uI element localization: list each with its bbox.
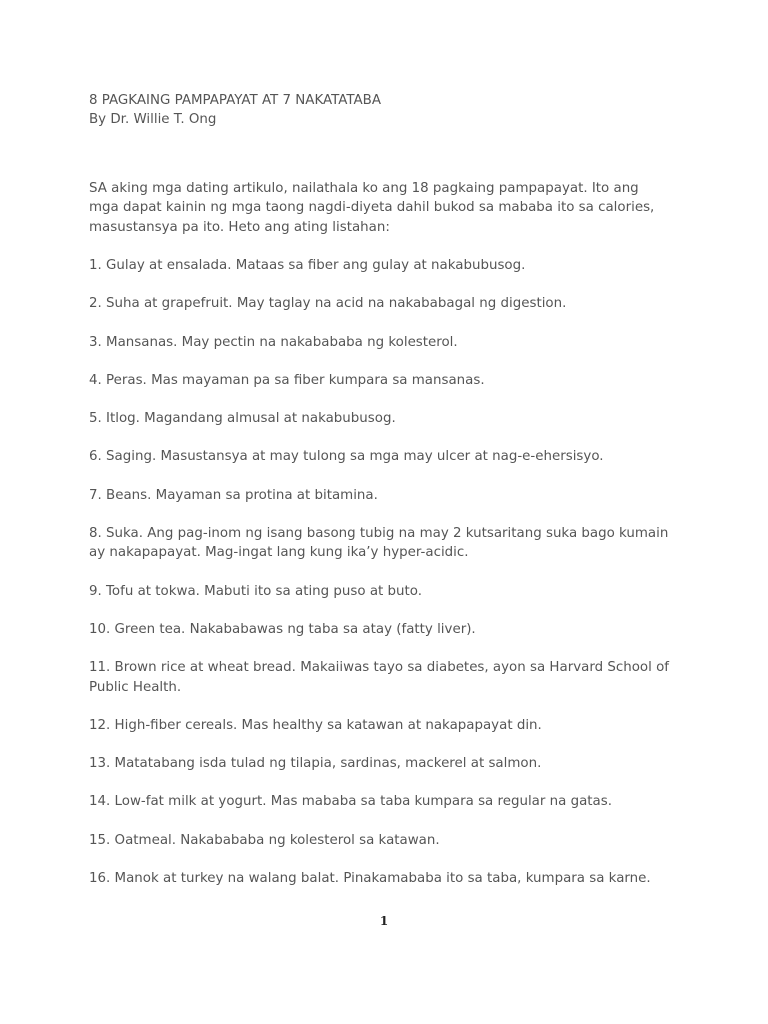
page-number: 1	[379, 914, 389, 928]
list-item: 16. Manok at turkey na walang balat. Pinakamababa ito sa taba, kumpara sa karne.	[89, 871, 651, 887]
list-item: 12. High-fiber cereals. Mas healthy sa katawan at nakapapayat din.	[89, 717, 542, 733]
list-item: 8. Suka. Ang pag-inom ng isang basong tubig na may 2 kutsaritang suka bago kumain ay nakapapayat. Mag-ingat lang kung ika’y hyper-acidic.	[89, 526, 669, 561]
list-item: 5. Itlog. Magandang almusal at nakabubusog.	[89, 411, 396, 427]
list-item: 2. Suha at grapefruit. May taglay na acid na nakababagal ng digestion.	[89, 296, 567, 312]
list-item: 10. Green tea. Nakababawas ng taba sa atay (fatty liver).	[89, 621, 476, 637]
list-item: 3. Mansanas. May pectin na nakabababa ng kolesterol.	[89, 334, 458, 350]
list-item: 14. Low-fat milk at yogurt. Mas mababa sa taba kumpara sa regular na gatas.	[89, 794, 612, 810]
list-item: 11. Brown rice at wheat bread. Makaiiwas tayo sa diabetes, ayon sa Harvard School of Public Health.	[89, 660, 669, 695]
list-item: 15. Oatmeal. Nakabababa ng kolesterol sa katawan.	[89, 832, 440, 848]
list-item: 6. Saging. Masustansya at may tulong sa mga may ulcer at nag-e-ehersisyo.	[89, 449, 604, 465]
list-item: 13. Matatabang isda tulad ng tilapia, sardinas, mackerel at salmon.	[89, 756, 542, 772]
list-item: 4. Peras. Mas mayaman pa sa fiber kumpara sa mansanas.	[89, 372, 485, 388]
list-item: 7. Beans. Mayaman sa protina at bitamina.	[89, 487, 378, 503]
document-title: 8 PAGKAING PAMPAPAYAT AT 7 NAKATATABA	[89, 93, 382, 108]
list-item: 9. Tofu at tokwa. Mabuti ito sa ating puso at buto.	[89, 583, 422, 599]
food-list	[89, 256, 669, 907]
intro-paragraph: SA aking mga dating artikulo, nailathala ko ang 18 pagkaing pampapayat. Ito ang mga dapat kainin ng mga taong nagdi-diyeta dahil bukod sa mababa ito sa calories, masustansya pa ito. Heto ang ating listahan:	[89, 181, 655, 235]
author-byline: By Dr. Willie T. Ong	[89, 112, 217, 127]
list-item: 1. Gulay at ensalada. Mataas sa fiber ang gulay at nakabubusog.	[89, 258, 526, 273]
